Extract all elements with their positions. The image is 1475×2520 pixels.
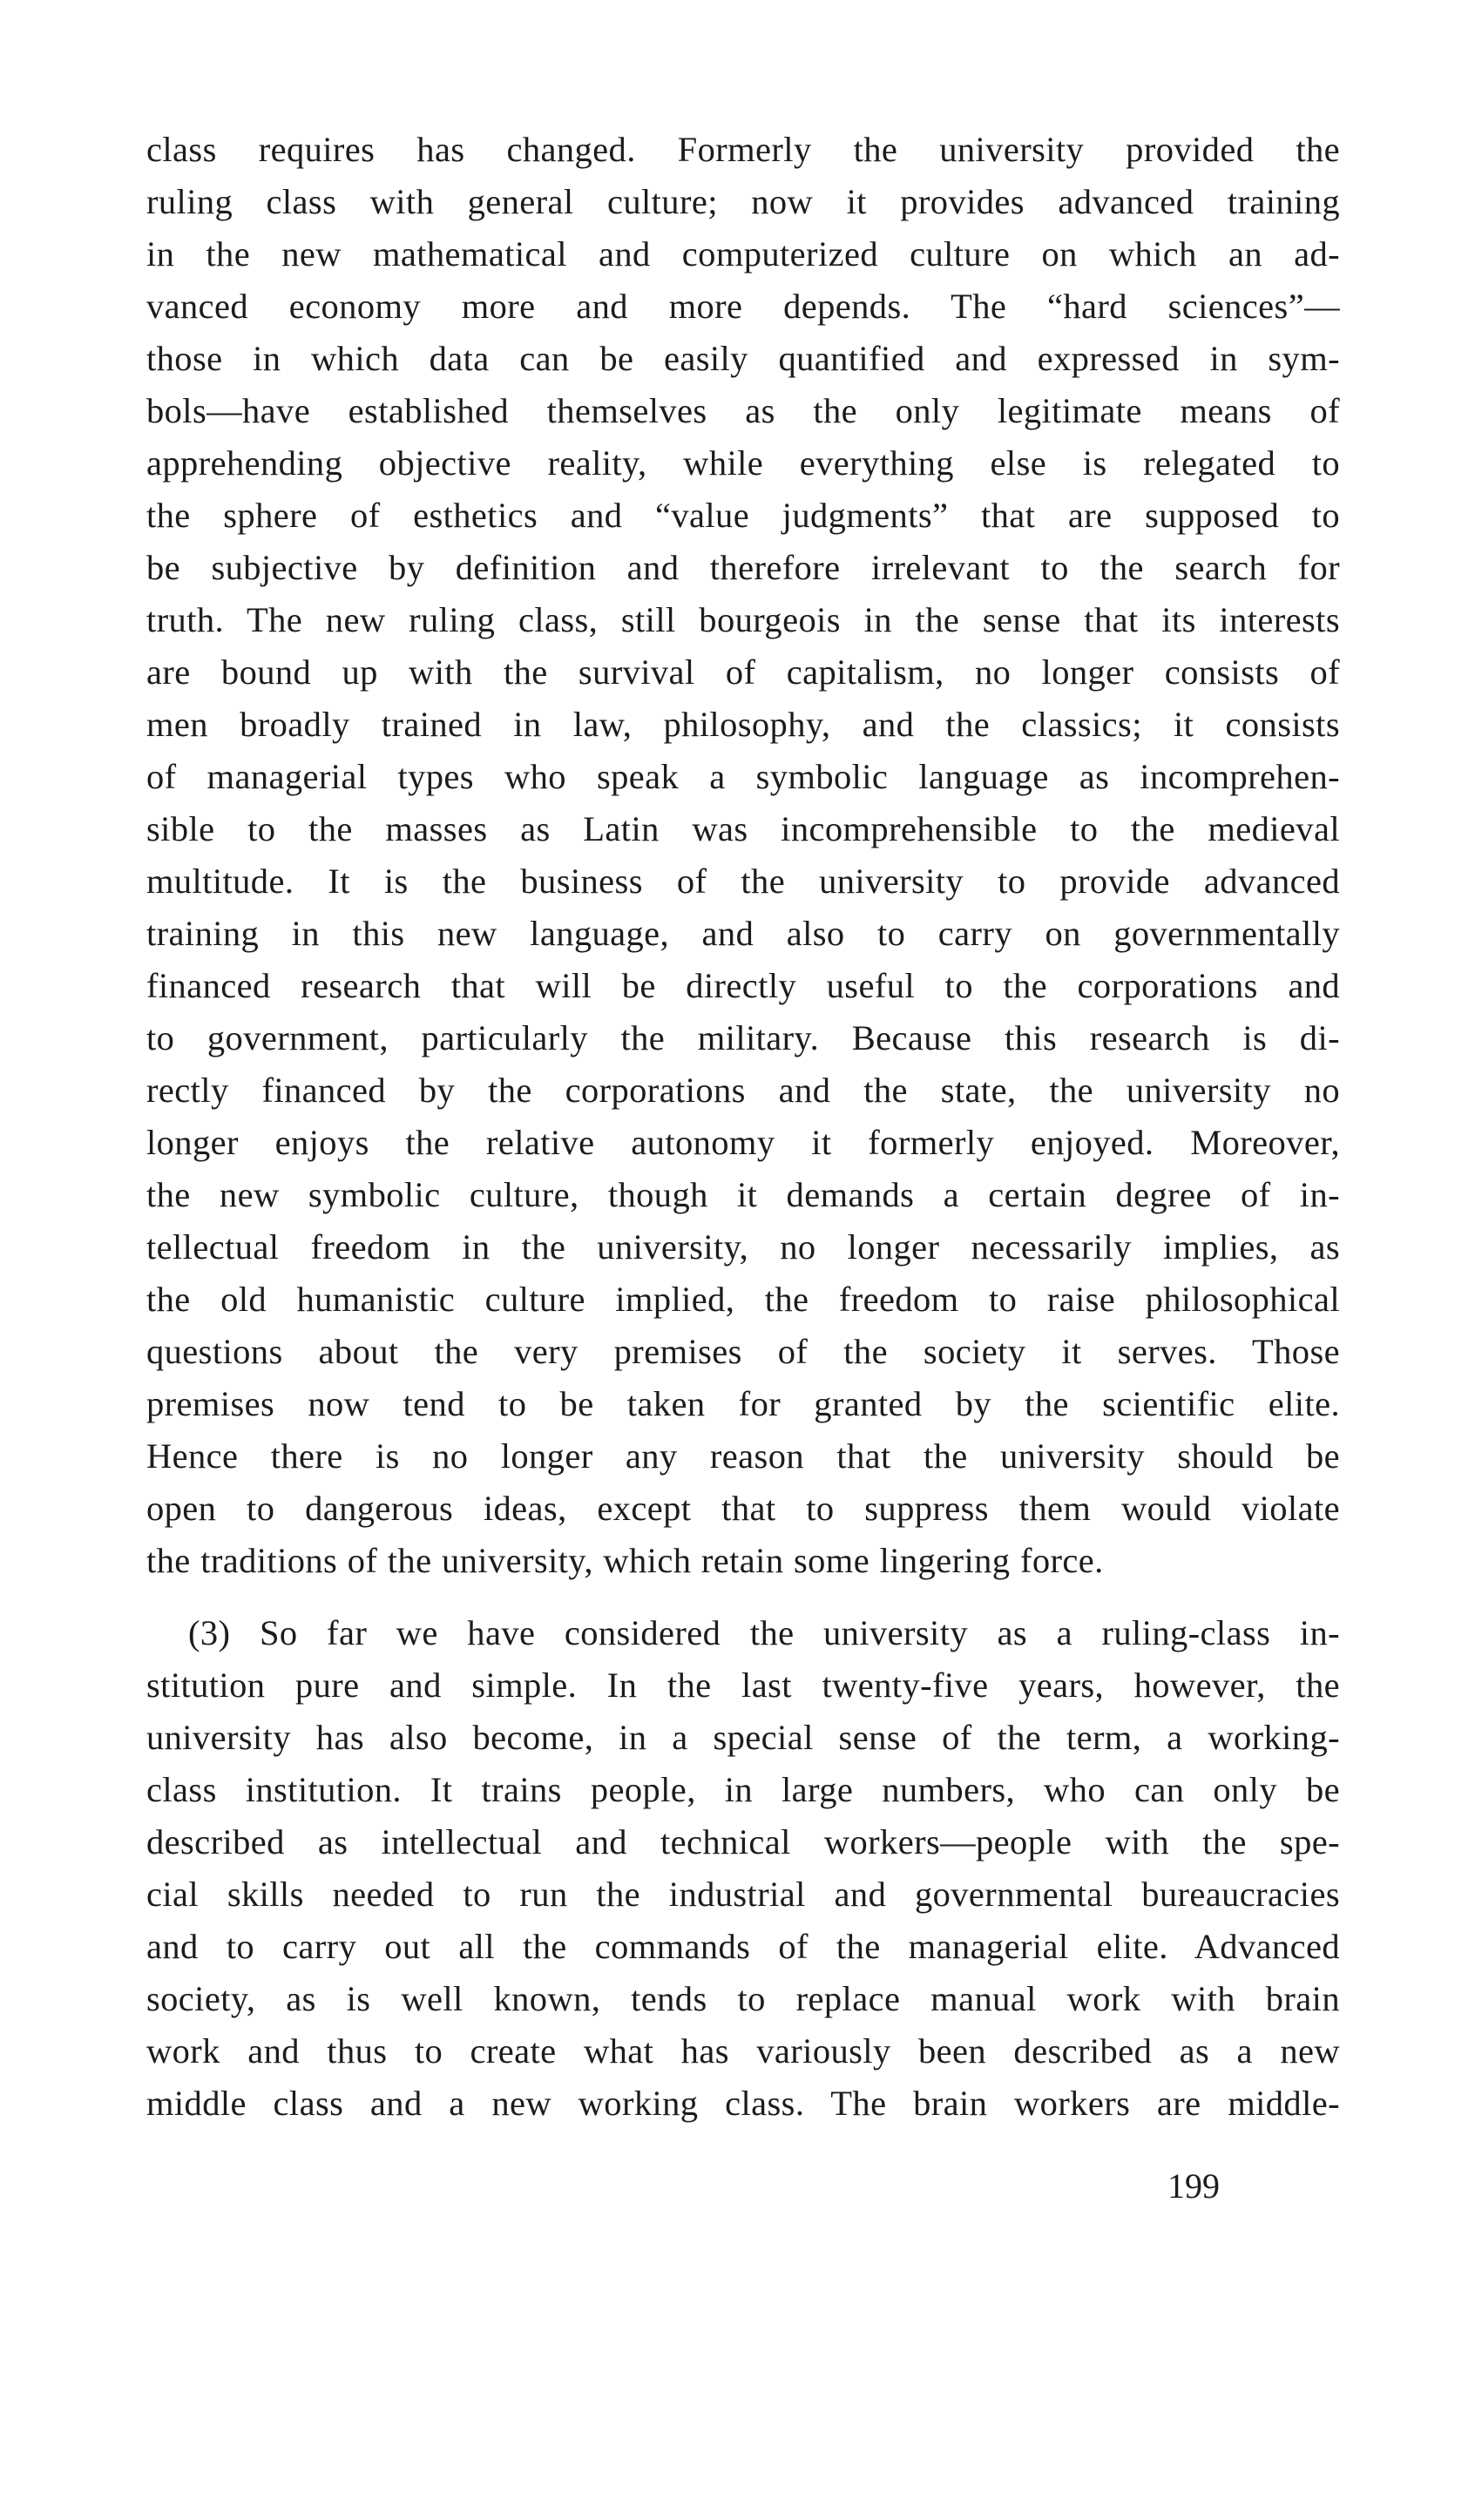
text-line: rectly financed by the corporations and the state, the university no xyxy=(146,1071,1340,1110)
text-line: class institution. It trains people, in large numbers, who can only be xyxy=(146,1770,1340,1809)
text-line: premises now tend to be taken for granted by the scientific elite. xyxy=(146,1384,1340,1423)
text-line: apprehending objective reality, while everything else is relegated to xyxy=(146,443,1340,483)
text-line: society, as is well known, tends to replace manual work with brain xyxy=(146,1979,1340,2018)
text-line: and to carry out all the commands of the managerial elite. Advanced xyxy=(146,1927,1340,1966)
text-line: longer enjoys the relative autonomy it formerly enjoyed. Moreover, xyxy=(146,1123,1340,1162)
paragraph-1 xyxy=(146,124,1340,1587)
page-number: 199 xyxy=(1167,2166,1220,2206)
paragraph-2 xyxy=(146,1607,1340,2130)
text-line: financed research that will be directly useful to the corporations and xyxy=(146,966,1340,1005)
text-line: bols—have established themselves as the only legitimate means of xyxy=(146,391,1340,430)
text-line: class requires has changed. Formerly the university provided the xyxy=(146,130,1340,169)
text-line: sible to the masses as Latin was incomprehensible to the medieval xyxy=(146,809,1340,848)
text-line: multitude. It is the business of the university to provide advanced xyxy=(146,861,1340,901)
text-line: men broadly trained in law, philosophy, and the classics; it consists xyxy=(146,705,1340,744)
text-line: stitution pure and simple. In the last twenty-five years, however, the xyxy=(146,1665,1340,1705)
text-line: described as intellectual and technical workers—people with the spe- xyxy=(146,1822,1340,1861)
text-line: open to dangerous ideas, except that to suppress them would violate xyxy=(146,1489,1340,1528)
text-line: questions about the very premises of the society it serves. Those xyxy=(146,1332,1340,1371)
text-line: middle class and a new working class. The brain workers are middle- xyxy=(146,2084,1340,2123)
text-line: be subjective by definition and therefore irrelevant to the search for xyxy=(146,548,1340,587)
text-line: the new symbolic culture, though it demands a certain degree of in- xyxy=(146,1175,1340,1214)
text-line: to government, particularly the military. Because this research is di- xyxy=(146,1018,1340,1057)
text-line: Hence there is no longer any reason that the university should be xyxy=(146,1436,1340,1476)
text-line: truth. The new ruling class, still bourgeois in the sense that its interests xyxy=(146,600,1340,639)
text-line: the old humanistic culture implied, the freedom to raise philosophical xyxy=(146,1280,1340,1319)
text-line: university has also become, in a special sense of the term, a working- xyxy=(146,1718,1340,1757)
text-line: vanced economy more and more depends. The “hard sciences”— xyxy=(146,287,1340,326)
text-line: tellectual freedom in the university, no longer necessarily implies, as xyxy=(146,1227,1340,1267)
text-line: the sphere of esthetics and “value judgments” that are supposed to xyxy=(146,496,1340,535)
text-line: training in this new language, and also to carry on governmentally xyxy=(146,914,1340,953)
text-line: are bound up with the survival of capitalism, no longer consists of xyxy=(146,652,1340,692)
text-line: cial skills needed to run the industrial and governmental bureaucracies xyxy=(146,1875,1340,1914)
text-line: (3) So far we have considered the university as a ruling-class in- xyxy=(188,1613,1340,1652)
text-line: ruling class with general culture; now it provides advanced training xyxy=(146,182,1340,221)
text-line: in the new mathematical and computerized culture on which an ad- xyxy=(146,234,1340,274)
text-line: the traditions of the university, which retain some lingering force. xyxy=(146,1541,1104,1580)
text-line: those in which data can be easily quantified and expressed in sym- xyxy=(146,339,1340,378)
text-line: of managerial types who speak a symbolic language as incomprehen- xyxy=(146,757,1340,796)
text-line: work and thus to create what has variously been described as a new xyxy=(146,2031,1340,2071)
